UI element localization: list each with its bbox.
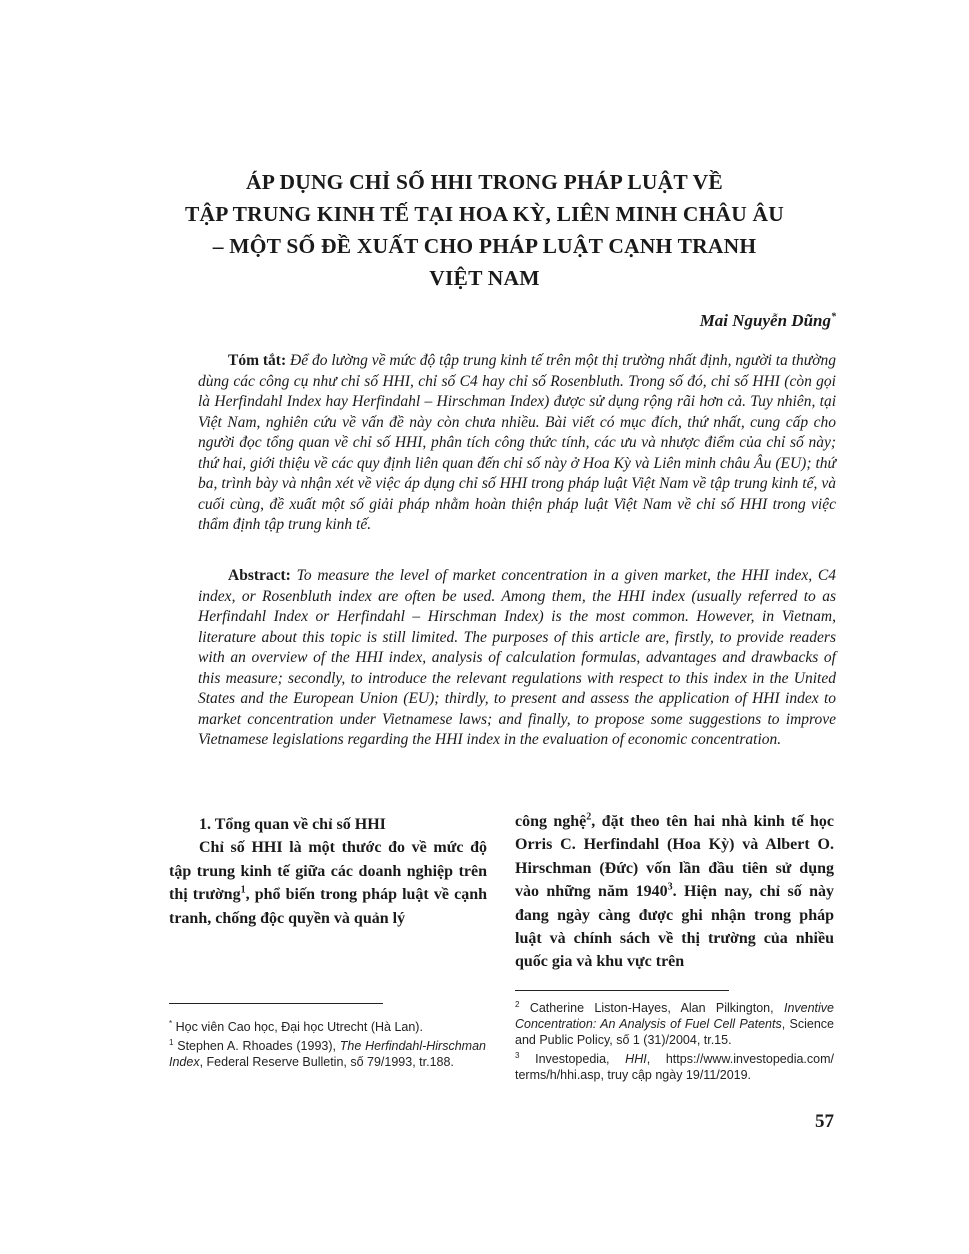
abstract-english	[198, 566, 836, 751]
footnote-ref-1[interactable]: 1	[240, 884, 246, 896]
page-number: 57	[815, 1111, 834, 1132]
author-name: Mai Nguyễn Dũng	[699, 311, 831, 330]
abstract-vi-label: Tóm tắt:	[228, 352, 287, 369]
footnote-ref-3[interactable]: 3	[667, 881, 673, 893]
paragraph-text: Chỉ số HHI là một thước đo về mức độ tập trung kinh tế giữa các doanh nghiệp trên thị trường	[169, 839, 487, 904]
footnote-text: Catherine Liston-Hayes, Alan Pilkington,	[519, 1001, 784, 1016]
footnote-2	[515, 997, 834, 1048]
footnote-title: Inventive Concentration: An Analysis of Fuel Cell Patents	[515, 1001, 834, 1032]
footnote-author	[169, 1016, 486, 1035]
footnote-1	[169, 1035, 486, 1070]
footnotes-left	[169, 1016, 486, 1070]
author	[700, 311, 836, 331]
footnote-divider-right	[515, 990, 729, 991]
abstract-vietnamese	[198, 351, 836, 536]
paragraph-text: . Hiện nay, chỉ số này đang ngày càng được ghi nhận trong pháp luật và chính sách về thị trường của nhiều quốc gia và khu vực trên	[515, 883, 834, 971]
article-title	[130, 166, 839, 294]
footnote-mark: *	[169, 1019, 173, 1028]
footnote-text: , https://www.investopedia.com/ terms/h/hhi.asp, truy cập ngày 19/11/2019.	[515, 1052, 834, 1083]
footnote-title: The Herfindahl-Hirschman Index	[169, 1039, 486, 1070]
footnote-ref-2[interactable]: 2	[586, 811, 592, 823]
footnote-divider-left	[169, 1003, 383, 1004]
footnote-mark: 2	[515, 1000, 520, 1009]
title-line-4: VIỆT NAM	[429, 266, 540, 290]
footnote-title: HHI	[625, 1052, 647, 1067]
footnote-text: , Science and Public Policy, số 1 (31)/2004, tr.15.	[515, 1017, 834, 1048]
right-column	[515, 810, 834, 974]
abstract-en-text: To measure the level of market concentration in a given market, the HHI index, C4 index, or Rosenbluth index are often be used. Among them, the HHI index (usually referred to as Herfindahl Index or Herfindahl – Hirschman Index) is the most common. However, in Vietnam, literature about this topic is still limited. The purposes of this article are, firstly, to provide readers with an overview of the HHI index, analysis of calculation formulas, advantages and drawbacks of this measure; secondly, to introduce the relevant regulations with respect to this index in the United States and the European Union (EU); thirdly, to present and assess the application of HHI index to market concentration under Vietnamese laws; and finally, to propose some suggestions to improve Vietnamese legislations regarding the HHI index in the evaluation of economic concentration.	[198, 567, 836, 748]
right-column-paragraph	[515, 810, 834, 974]
footnote-3	[515, 1048, 834, 1083]
title-line-3: – MỘT SỐ ĐỀ XUẤT CHO PHÁP LUẬT CẠNH TRANH	[212, 234, 757, 258]
left-column	[169, 813, 487, 930]
footnote-text: Học viên Cao học, Đại học Utrecht (Hà Lan).	[172, 1020, 423, 1035]
abstract-en-label: Abstract:	[228, 567, 291, 584]
left-column-paragraph	[169, 836, 487, 930]
title-line-1: ÁP DỤNG CHỈ SỐ HHI TRONG PHÁP LUẬT VỀ	[246, 170, 723, 194]
footnote-mark: 1	[169, 1038, 174, 1048]
footnote-text: , Federal Reserve Bulletin, số 79/1993, tr.188.	[199, 1055, 454, 1070]
footnote-text: Investopedia,	[519, 1052, 626, 1067]
footnotes-right	[515, 997, 834, 1083]
footnote-mark: 3	[515, 1051, 520, 1061]
abstract-vi-text: Để đo lường về mức độ tập trung kinh tế trên một thị trường nhất định, người ta thường dùng các công cụ như chỉ số HHI, chỉ số C4 hay chỉ số Rosenbluth. Trong số đó, chỉ số HHI (còn gọi là Herfindahl Index hay Herfindahl – Hirschman Index) được sử dụng rộng rãi hơn cả. Tuy nhiên, tại Việt Nam, nghiên cứu về vấn đề này còn chưa nhiều. Bài viết có mục đích, thứ nhất, cung cấp cho người đọc tổng quan về chỉ số HHI, phân tích công thức tính, các ưu và nhược điểm của chỉ số này; thứ hai, giới thiệu về các quy định liên quan đến chỉ số này ở Hoa Kỳ và Liên minh châu Âu (EU); thứ ba, trình bày và nhận xét về việc áp dụng chỉ số HHI trong pháp luật Việt Nam về tập trung kinh tế, và cuối cùng, đề xuất một số giải pháp nhằm hoàn thiện pháp luật Việt Nam về chỉ số HHI trong việc thẩm định tập trung kinh tế.	[198, 352, 836, 533]
footnote-text: Stephen A. Rhoades (1993),	[173, 1039, 340, 1054]
paragraph-text: công nghệ	[515, 813, 587, 830]
title-line-2: TẬP TRUNG KINH TẾ TẠI HOA KỲ, LIÊN MINH CHÂU ÂU	[185, 202, 784, 226]
author-footnote-mark: *	[831, 311, 836, 323]
paragraph-text: , phổ biến trong pháp luật về cạnh tranh, chống độc quyền và quản lý	[169, 886, 488, 927]
section-heading: 1. Tổng quan về chỉ số HHI	[199, 816, 386, 833]
paragraph-text: , đặt theo tên hai nhà kinh tế học Orris C. Herfindahl (Hoa Kỳ) và Albert O. Hirschman (Đức) vốn lần đầu tiên sử dụng vào những năm 1940	[515, 813, 835, 901]
